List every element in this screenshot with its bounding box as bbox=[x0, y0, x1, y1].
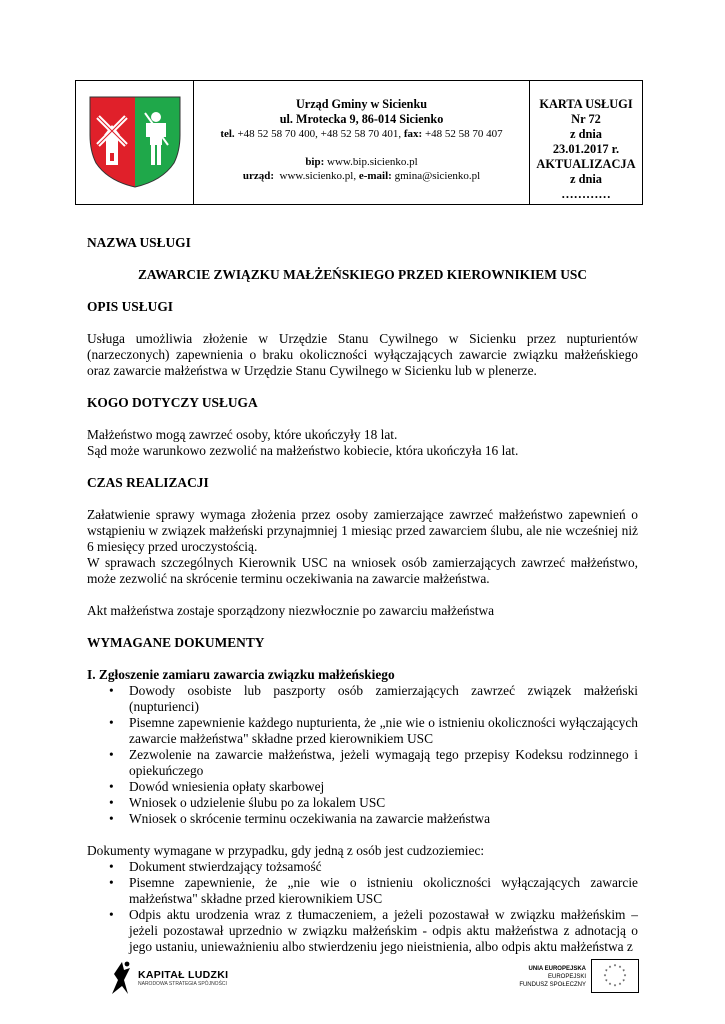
karta-line: Nr 72 bbox=[571, 112, 601, 126]
list-item: • Odpis aktu urodzenia wraz z tłumaczeniem, a jeżeli pozostawał w związku małżeńskim – jeżeli pozostawał uprzednio w związku małżeńskim - odpis aktu małżeństwa z adnotacją o jego ustaniu, unieważnieniu albo stwierdzeniu jego nieistnienia, albo odpis aktu małżeństwa z bbox=[129, 907, 638, 955]
fax-label: fax: bbox=[403, 128, 423, 140]
document-list bbox=[87, 683, 638, 827]
service-name: ZAWARCIE ZWIĄZKU MAŁŻEŃSKIEGO PRZED KIEROWNIKIEM USC bbox=[137, 267, 588, 282]
web-line bbox=[194, 169, 529, 183]
contact-line bbox=[194, 127, 529, 141]
list-item: • Wniosek o skrócenie terminu oczekiwania na zawarcie małżeństwa bbox=[129, 811, 638, 827]
karta-line: ………… bbox=[561, 187, 611, 201]
kl-title: KAPITAŁ LUDZKI bbox=[138, 968, 229, 981]
list-item: • Pisemne zapewnienie, że „nie wie o istnieniu okoliczności wyłączających zawarcie małżeństwa" składne przed kierownikiem USC bbox=[129, 875, 638, 907]
coat-of-arms-icon bbox=[88, 95, 182, 191]
foreigner-intro: Dokumenty wymagane w przypadku, gdy jedną z osób jest cudzoziemiec: bbox=[87, 843, 485, 858]
footer bbox=[0, 955, 725, 1005]
document-body bbox=[87, 235, 638, 955]
karta-line: z dnia bbox=[569, 172, 603, 186]
office-address: ul. Mrotecka 9, 86-014 Sicienko bbox=[279, 112, 444, 126]
svg-text:*: * bbox=[623, 974, 627, 980]
email-label: e-mail: bbox=[358, 170, 392, 182]
fax-value: +48 52 58 70 407 bbox=[424, 128, 503, 140]
kapital-ludzki-icon bbox=[110, 960, 132, 996]
email-link[interactable]: gmina@sicienko.pl bbox=[394, 170, 481, 182]
eu-line: FUNDUSZ SPOŁECZNY bbox=[519, 982, 586, 988]
kapital-ludzki-logo bbox=[110, 960, 228, 996]
header-table bbox=[75, 80, 643, 205]
urzad-link[interactable]: www.sicienko.pl, bbox=[279, 170, 357, 182]
list-item: • Dowody osobiste lub paszporty osób zamierzających zawrzeć związek małżeński (nupturienci) bbox=[129, 683, 638, 715]
opis-heading: OPIS USŁUGI bbox=[87, 299, 173, 314]
urzad-label: urząd: bbox=[242, 170, 274, 182]
svg-text:*: * bbox=[605, 979, 608, 985]
svg-text:*: * bbox=[613, 984, 617, 990]
karta-line: 23.01.2017 r. bbox=[552, 142, 620, 156]
svg-text:*: * bbox=[605, 969, 608, 975]
svg-text:*: * bbox=[618, 982, 622, 989]
kogo-line: Małżeństwo mogą zawrzeć osoby, które ukończyły 18 lat. bbox=[87, 427, 398, 442]
czas-paragraph: Załatwienie sprawy wymaga złożenia przez osoby zamierzające zawrzeć małżeństwo zapewnień o wstąpieniu w związek małżeński przynajmniej 1 miesiąc przed zawarciem ślubu, ale nie wcześniej niż 6 miesięcy przed uroczystością. bbox=[87, 507, 638, 554]
wymagane-heading: WYMAGANE DOKUMENTY bbox=[87, 635, 265, 650]
svg-text:*: * bbox=[608, 965, 612, 972]
karta-line: AKTUALIZACJA bbox=[536, 157, 636, 171]
svg-text:*: * bbox=[608, 982, 612, 989]
eu-flag bbox=[591, 959, 639, 993]
office-info-cell bbox=[194, 81, 530, 204]
list-item: • Pisemne zapewnienie każdego nupturienta, że „nie wie o istnieniu okoliczności wyłączających zawarcie małżeństwa" składne przed kierownikiem USC bbox=[129, 715, 638, 747]
opis-text: Usługa umożliwia złożenie w Urzędzie Stanu Cywilnego w Sicienku przez nupturientów (narzeczonych) zapewnienia o braku okoliczności wyłączających zawarcie związku małżeńskiego oraz zawarcie małżeństwa w Urzędzie Stanu Cywilnego w Sicienku lub w plenerze. bbox=[87, 331, 638, 378]
eu-line: UNIA EUROPEJSKA bbox=[528, 966, 586, 972]
eu-text bbox=[500, 965, 586, 989]
list-item: • Zezwolenie na zawarcie małżeństwa, jeżeli wymagają tego przepisy Kodeksu rodzinnego i opiekuńczego bbox=[129, 747, 638, 779]
svg-text:*: * bbox=[622, 969, 625, 975]
list-item: • Dokument stwierdzający tożsamość bbox=[129, 859, 638, 875]
list-item: • Dowód wniesienia opłaty skarbowej bbox=[129, 779, 638, 795]
coat-of-arms-cell bbox=[76, 81, 194, 204]
sub-heading: I. Zgłoszenie zamiaru zawarcia związku małżeńskiego bbox=[87, 667, 395, 682]
eu-stars-icon bbox=[592, 960, 638, 992]
czas-heading: CZAS REALIZACJI bbox=[87, 475, 209, 490]
tel-value: +48 52 58 70 400, +48 52 58 70 401, bbox=[237, 128, 402, 140]
bip-line bbox=[194, 155, 529, 169]
karta-cell bbox=[530, 81, 642, 204]
foreigner-document-list bbox=[87, 859, 638, 955]
eu-line: EUROPEJSKI bbox=[547, 974, 586, 980]
kogo-line: Sąd może warunkowo zezwolić na małżeństwo kobiecie, która ukończyła 16 lat. bbox=[87, 443, 519, 458]
kl-subtitle: NARODOWA STRATEGIA SPÓJNOŚCI bbox=[138, 980, 227, 987]
czas-paragraph: W sprawach szczególnych Kierownik USC na wniosek osób zamierzających zawrzeć małżeństwo, może zezwolić na skrócenie terminu oczekiwania na zawarcie małżeństwa. bbox=[87, 555, 638, 586]
svg-text:*: * bbox=[613, 964, 617, 970]
svg-text:*: * bbox=[622, 979, 625, 985]
bip-label: bip: bbox=[305, 156, 325, 168]
tel-label: tel. bbox=[220, 128, 235, 140]
svg-text:*: * bbox=[618, 965, 622, 972]
office-name: Urząd Gminy w Sicienku bbox=[295, 97, 428, 111]
karta-line: KARTA USŁUGI bbox=[539, 97, 633, 111]
kogo-heading: KOGO DOTYCZY USŁUGA bbox=[87, 395, 258, 410]
bip-link[interactable]: www.bip.sicienko.pl bbox=[327, 156, 418, 168]
karta-line: z dnia bbox=[569, 127, 603, 141]
list-item: • Wniosek o udzielenie ślubu po za lokalem USC bbox=[129, 795, 638, 811]
svg-text:*: * bbox=[603, 974, 607, 980]
nazwa-heading: NAZWA USŁUGI bbox=[87, 235, 191, 250]
czas-paragraph: Akt małżeństwa zostaje sporządzony niezwłocznie po zawarciu małżeństwa bbox=[87, 603, 495, 618]
